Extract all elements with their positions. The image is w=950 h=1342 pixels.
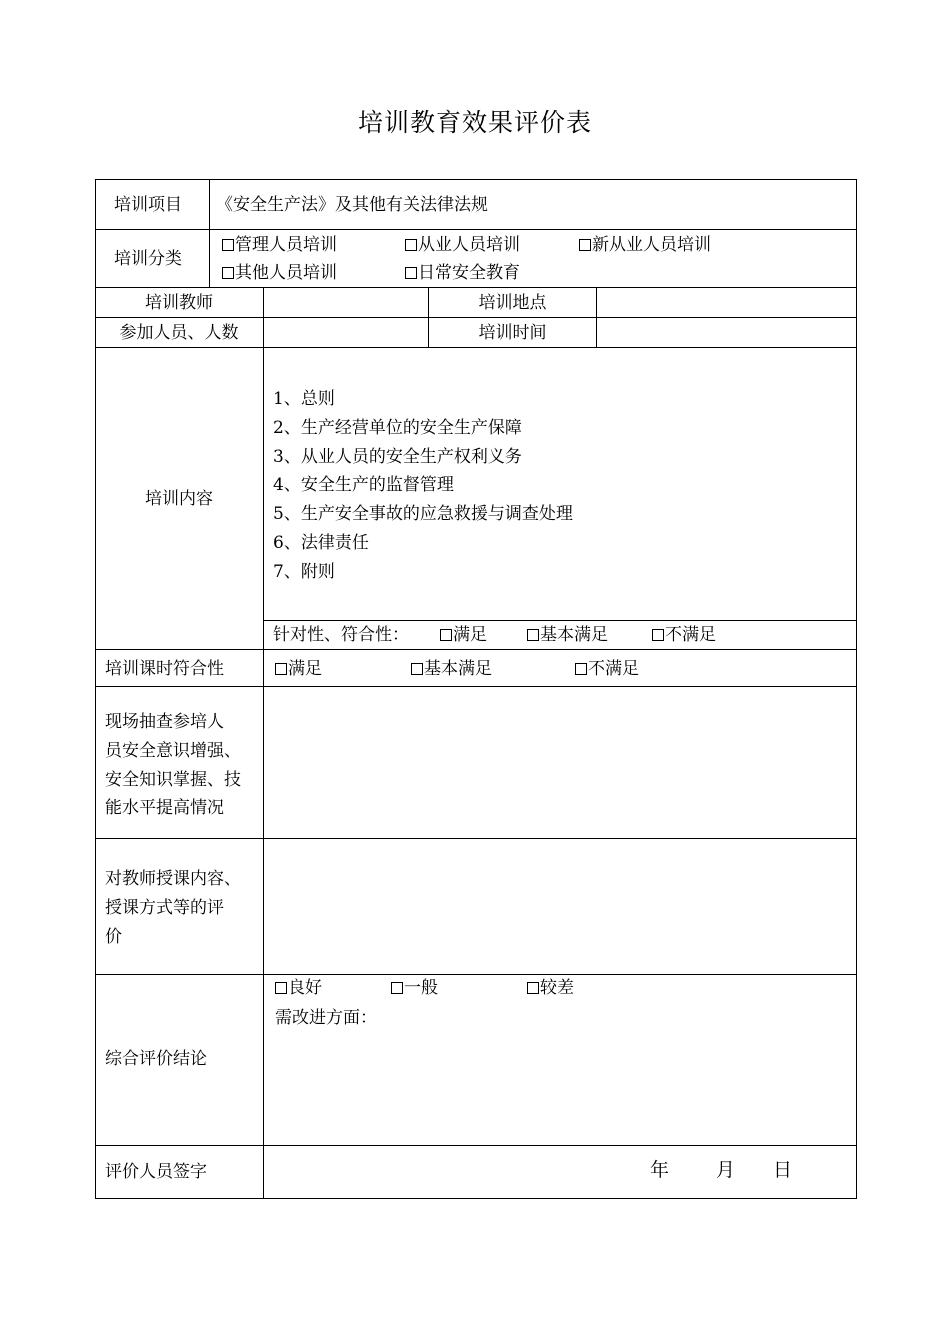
conclusion-option-good[interactable]: 良好 [275, 978, 322, 998]
hours-option-basic[interactable]: 基本满足 [411, 659, 492, 679]
content-item: 7、附则 [273, 561, 335, 582]
signature-label: 评价人员签字 [105, 1162, 207, 1182]
checkbox-icon [652, 629, 664, 641]
signature-field[interactable] [264, 1146, 644, 1198]
attendees-label: 参加人员、人数 [119, 323, 239, 343]
checkbox-icon [222, 267, 234, 279]
evaluation-form [95, 179, 857, 1199]
spot-check-label: 现场抽查参培人 员安全意识增强、 安全知识掌握、技 能水平提高情况 [105, 712, 241, 819]
hours-label: 培训课时符合性 [105, 659, 224, 679]
checkbox-icon [527, 982, 539, 994]
signature-month: 月 [716, 1159, 736, 1181]
hours-option-satisfied[interactable]: 满足 [275, 659, 322, 679]
checkbox-icon [405, 239, 417, 251]
checkbox-icon [391, 982, 403, 994]
signature-day: 日 [773, 1159, 793, 1181]
checkbox-icon [440, 629, 452, 641]
relevance-option-unsatisfied[interactable]: 不满足 [652, 625, 716, 645]
content-item: 5、生产安全事故的应急救援与调查处理 [273, 504, 573, 525]
teacher-eval-field[interactable] [264, 839, 856, 974]
category-option-management[interactable]: 管理人员培训 [222, 235, 337, 255]
improve-field[interactable] [264, 1031, 856, 1143]
location-label: 培训地点 [478, 293, 547, 313]
conclusion-option-poor[interactable]: 较差 [527, 978, 574, 998]
relevance-label: 针对性、符合性： [273, 625, 409, 645]
time-label: 培训时间 [478, 323, 547, 343]
project-label: 培训项目 [114, 195, 182, 215]
category-option-employees[interactable]: 从业人员培训 [405, 235, 520, 255]
conclusion-option-average[interactable]: 一般 [391, 978, 438, 998]
checkbox-icon [275, 663, 287, 675]
checkbox-icon [405, 267, 417, 279]
project-value: 《安全生产法》及其他有关法律法规 [216, 195, 488, 215]
teacher-eval-label: 对教师授课内容、 授课方式等的评 价 [105, 869, 241, 947]
checkbox-icon [575, 663, 587, 675]
conclusion-label: 综合评价结论 [105, 1049, 207, 1069]
improve-label: 需改进方面： [275, 1008, 377, 1028]
spot-check-field[interactable] [264, 687, 856, 838]
hours-option-unsatisfied[interactable]: 不满足 [575, 659, 639, 679]
content-item: 6、法律责任 [273, 532, 369, 553]
checkbox-icon [222, 239, 234, 251]
content-item: 3、从业人员的安全生产权利义务 [273, 446, 522, 467]
relevance-option-satisfied[interactable]: 满足 [440, 625, 487, 645]
checkbox-icon [527, 629, 539, 641]
content-item: 4、安全生产的监督管理 [273, 475, 454, 496]
relevance-option-basic[interactable]: 基本满足 [527, 625, 608, 645]
signature-year: 年 [650, 1159, 670, 1181]
content-list [273, 385, 573, 587]
content-item: 1、总则 [273, 389, 335, 409]
page-title: 培训教育效果评价表 [357, 108, 592, 137]
checkbox-icon [275, 982, 287, 994]
checkbox-icon [579, 239, 591, 251]
checkbox-icon [411, 663, 423, 675]
category-option-new-employees[interactable]: 新从业人员培训 [579, 235, 711, 255]
category-label: 培训分类 [114, 249, 182, 269]
category-option-others[interactable]: 其他人员培训 [222, 263, 337, 283]
content-item: 2、生产经营单位的安全生产保障 [273, 417, 522, 438]
category-option-daily[interactable]: 日常安全教育 [405, 263, 520, 283]
teacher-label: 培训教师 [145, 293, 213, 313]
content-label: 培训内容 [145, 489, 213, 509]
